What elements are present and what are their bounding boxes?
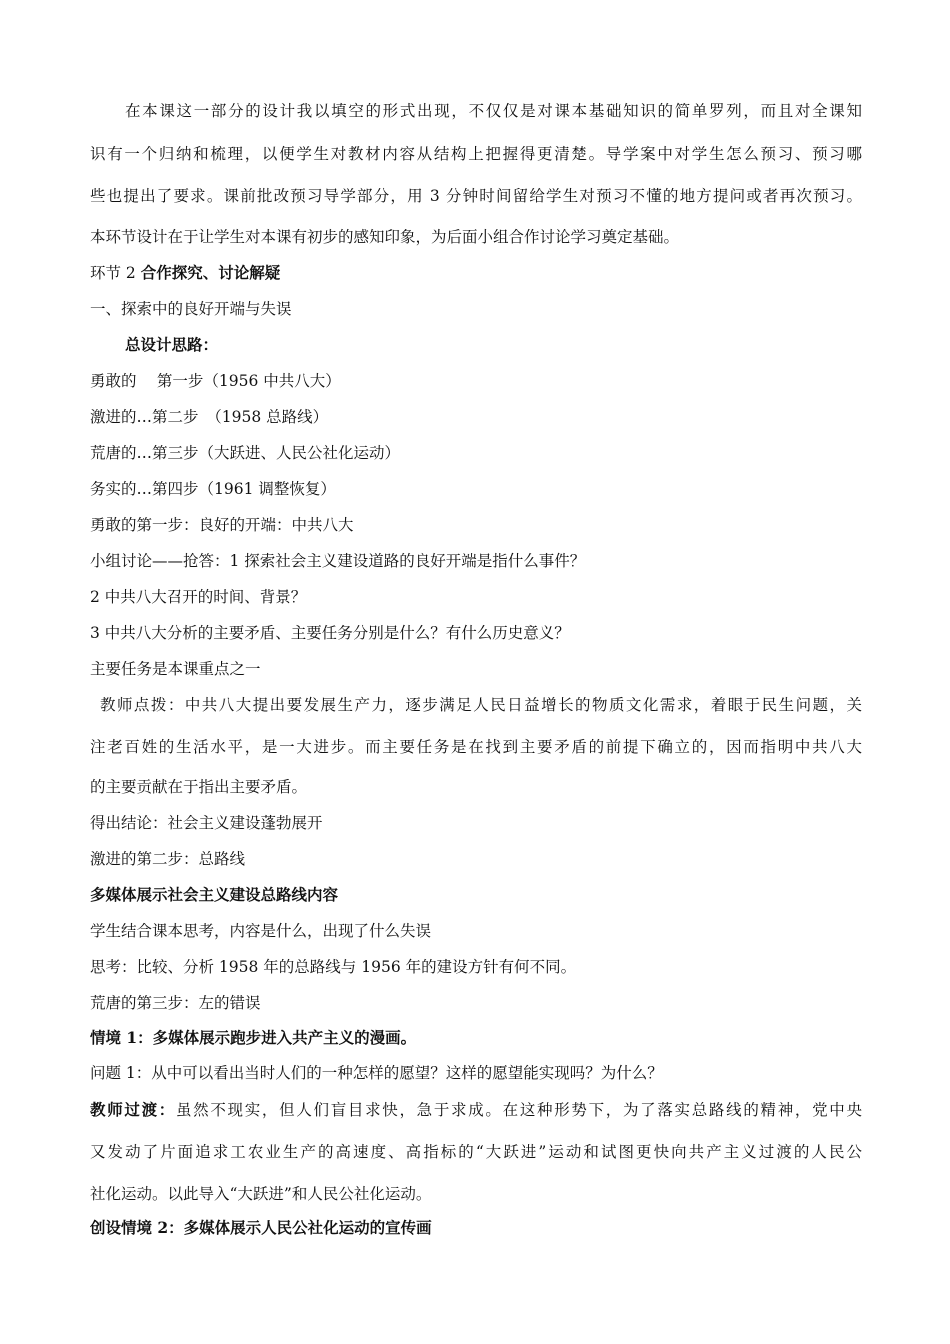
intro-paragraph-line-4: 本环节设计在于让学生对本课有初步的感知印象，为后面小组合作讨论学习奠定基础。 <box>90 228 680 246</box>
intro-paragraph-line-2: 识有一个归纳和梳理，以便学生对教材内容从结构上把握得更清楚。导学案中对学生怎么预习、预习哪 <box>90 145 862 163</box>
intro-paragraph-line-1: 在本课这一部分的设计我以填空的形式出现，不仅仅是对课本基础知识的简单罗列，而且对全课知 <box>125 102 862 120</box>
design-idea-heading: 总设计思路： <box>125 335 219 354</box>
step1-title: 勇敢的第一步：良好的开端：中共八大 <box>90 516 354 534</box>
intro-paragraph-line-3: 些也提出了要求。课前批改预习导学部分，用 3 分钟时间留给学生对预习不懂的地方提问或者再次预习。 <box>90 187 862 205</box>
part-heading: 一、探索中的良好开端与失误 <box>90 300 292 318</box>
step-item-4: 务实的…第四步（1961 调整恢复） <box>90 480 336 498</box>
transition-line-1 <box>90 1099 862 1121</box>
discussion-question-1: 小组讨论——抢答：1 探索社会主义建设道路的良好开端是指什么事件？ <box>90 552 586 570</box>
teacher-tip-line-1: 教师点拨：中共八大提出要发展生产力，逐步满足人民日益增长的物质文化需求，着眼于民生问题，关 <box>100 696 862 714</box>
transition-label: 教师过渡： <box>90 1100 176 1119</box>
transition-line-3: 社化运动。以此导入“大跃进”和人民公社化运动。 <box>90 1185 432 1203</box>
discussion-question-3: 3 中共八大分析的主要矛盾、主要任务分别是什么？有什么历史意义？ <box>90 624 570 642</box>
multimedia-line: 多媒体展示社会主义建设总路线内容 <box>90 885 339 904</box>
section-prefix: 环节 2 <box>90 264 141 282</box>
conclusion-line: 得出结论：社会主义建设蓬勃展开 <box>90 814 323 832</box>
teacher-tip-line-2: 注老百姓的生活水平，是一大进步。而主要任务是在找到主要矛盾的前提下确立的，因而指明中共八大 <box>90 738 862 756</box>
student-think-line: 学生结合课本思考，内容是什么，出现了什么失误 <box>90 922 432 940</box>
discussion-note: 主要任务是本课重点之一 <box>90 660 261 678</box>
compare-line: 思考：比较、分析 1958 年的总路线与 1956 年的建设方针有何不同。 <box>90 958 577 976</box>
scenario-1: 情境 1：多媒体展示跑步进入共产主义的漫画。 <box>90 1028 417 1047</box>
transition-line-1-text: 虽然不现实，但人们盲目求快，急于求成。在这种形势下，为了落实总路线的精神，党中央 <box>175 1101 862 1119</box>
step-item-2: 激进的…第二步 （1958 总路线） <box>90 408 329 426</box>
section-heading <box>90 262 862 284</box>
step-item-1: 勇敢的 第一步（1956 中共八大） <box>90 372 341 390</box>
transition-line-2: 又发动了片面追求工农业生产的高速度、高指标的“大跃进”运动和试图更快向共产主义过渡的人民公 <box>90 1143 862 1161</box>
step2-title: 激进的第二步：总路线 <box>90 850 246 868</box>
teacher-tip-line-3: 的主要贡献在于指出主要矛盾。 <box>90 778 308 796</box>
discussion-question-2: 2 中共八大召开的时间、背景？ <box>90 588 307 606</box>
step3-title: 荒唐的第三步：左的错误 <box>90 994 261 1012</box>
scenario-2: 创设情境 2：多媒体展示人民公社化运动的宣传画 <box>90 1218 432 1237</box>
question-1: 问题 1：从中可以看出当时人们的一种怎样的愿望？这样的愿望能实现吗？为什么？ <box>90 1064 663 1082</box>
section-title: 合作探究、讨论解疑 <box>140 263 281 282</box>
step-item-3: 荒唐的…第三步（大跃进、人民公社化运动） <box>90 444 401 462</box>
